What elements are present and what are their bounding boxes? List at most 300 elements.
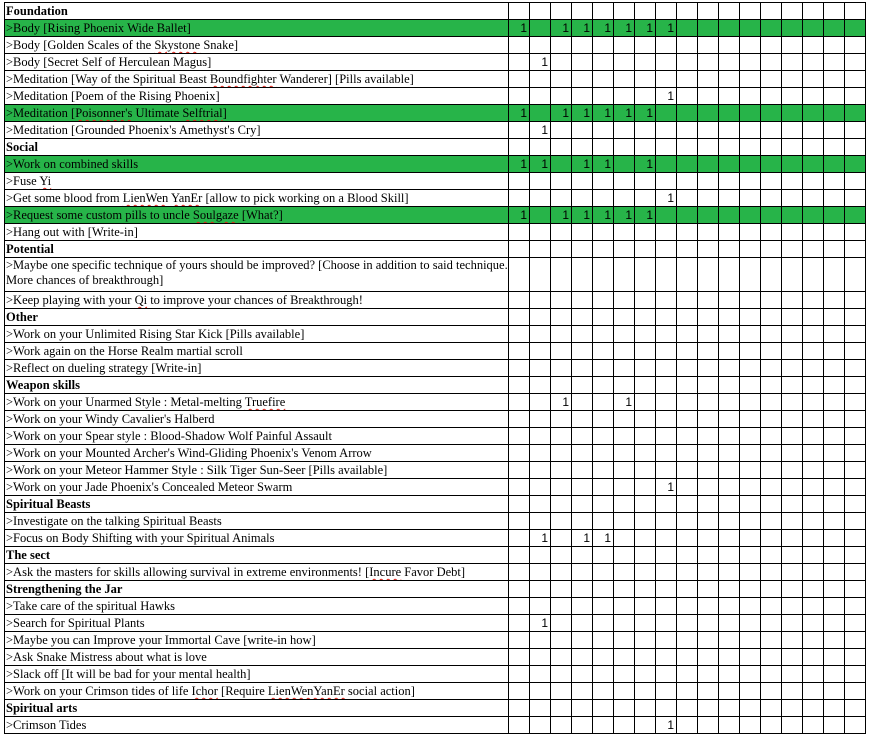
vote-cell[interactable] [509,37,530,54]
vote-cell[interactable]: 1 [635,20,656,37]
vote-cell[interactable] [551,258,572,292]
vote-cell[interactable] [614,496,635,513]
vote-cell[interactable] [635,479,656,496]
vote-cell[interactable] [572,479,593,496]
option-label-cell[interactable]: >Work on your Jade Phoenix's Concealed Meteor Swarm [5,479,509,496]
option-label-cell[interactable]: >Fuse Yi [5,173,509,190]
vote-cell[interactable] [740,224,761,241]
vote-cell[interactable] [803,258,824,292]
vote-cell[interactable] [551,139,572,156]
vote-cell[interactable] [740,3,761,20]
vote-cell[interactable] [698,156,719,173]
vote-cell[interactable] [614,156,635,173]
vote-cell[interactable] [698,615,719,632]
vote-cell[interactable]: 1 [572,207,593,224]
option-label-cell[interactable]: >Maybe one specific technique of yours should be improved? [Choose in addition to said technique. More chances of breakthrough] [5,258,509,292]
vote-cell[interactable] [530,496,551,513]
vote-cell[interactable] [614,717,635,734]
vote-cell[interactable] [740,156,761,173]
vote-cell[interactable] [782,54,803,71]
vote-cell[interactable] [635,343,656,360]
vote-cell[interactable] [530,428,551,445]
vote-cell[interactable] [740,564,761,581]
vote-cell[interactable] [740,479,761,496]
vote-cell[interactable] [677,564,698,581]
vote-cell[interactable] [677,428,698,445]
vote-cell[interactable] [551,122,572,139]
vote-cell[interactable] [824,173,845,190]
vote-cell[interactable] [740,428,761,445]
vote-cell[interactable] [530,88,551,105]
vote-cell[interactable] [593,462,614,479]
vote-cell[interactable]: 1 [593,156,614,173]
vote-cell[interactable] [761,139,782,156]
vote-cell[interactable] [719,173,740,190]
option-label-cell[interactable]: >Body [Golden Scales of the Skystone Snake] [5,37,509,54]
vote-cell[interactable] [614,530,635,547]
vote-cell[interactable] [509,598,530,615]
vote-cell[interactable] [656,156,677,173]
vote-cell[interactable] [824,105,845,122]
vote-cell[interactable] [719,71,740,88]
section-title-cell[interactable]: Spiritual arts [5,700,509,717]
vote-cell[interactable] [635,241,656,258]
vote-cell[interactable] [698,649,719,666]
vote-cell[interactable] [509,564,530,581]
vote-cell[interactable] [761,479,782,496]
vote-cell[interactable] [698,105,719,122]
vote-cell[interactable] [740,411,761,428]
vote-cell[interactable] [677,258,698,292]
vote-cell[interactable] [593,309,614,326]
vote-cell[interactable]: 1 [593,207,614,224]
vote-cell[interactable] [740,700,761,717]
vote-cell[interactable] [530,666,551,683]
vote-cell[interactable] [677,530,698,547]
vote-cell[interactable] [803,513,824,530]
vote-cell[interactable] [719,496,740,513]
vote-cell[interactable] [614,649,635,666]
vote-cell[interactable] [824,139,845,156]
vote-cell[interactable] [614,88,635,105]
vote-cell[interactable] [740,207,761,224]
vote-cell[interactable] [782,20,803,37]
vote-cell[interactable] [845,156,866,173]
vote-cell[interactable] [719,598,740,615]
vote-cell[interactable] [845,326,866,343]
vote-cell[interactable] [635,224,656,241]
vote-cell[interactable] [509,666,530,683]
vote-cell[interactable] [677,139,698,156]
vote-cell[interactable] [593,717,614,734]
vote-cell[interactable] [698,700,719,717]
vote-cell[interactable] [698,309,719,326]
vote-cell[interactable] [677,445,698,462]
vote-cell[interactable] [740,71,761,88]
vote-cell[interactable] [530,700,551,717]
vote-cell[interactable] [551,547,572,564]
vote-cell[interactable] [698,717,719,734]
vote-cell[interactable] [824,717,845,734]
vote-cell[interactable] [656,241,677,258]
vote-cell[interactable] [803,54,824,71]
vote-cell[interactable] [824,530,845,547]
vote-cell[interactable] [656,258,677,292]
vote-cell[interactable] [572,632,593,649]
vote-cell[interactable] [761,547,782,564]
vote-cell[interactable] [719,683,740,700]
vote-cell[interactable] [593,428,614,445]
vote-cell[interactable] [824,581,845,598]
vote-cell[interactable] [530,190,551,207]
vote-cell[interactable]: 1 [656,717,677,734]
option-label-cell[interactable]: >Maybe you can Improve your Immortal Cave [write-in how] [5,632,509,649]
vote-cell[interactable] [551,71,572,88]
vote-cell[interactable] [803,105,824,122]
vote-cell[interactable] [782,411,803,428]
vote-cell[interactable] [782,190,803,207]
vote-cell[interactable] [677,683,698,700]
vote-cell[interactable] [782,700,803,717]
section-title-cell[interactable]: Foundation [5,3,509,20]
vote-cell[interactable] [761,309,782,326]
vote-cell[interactable] [656,343,677,360]
vote-cell[interactable] [824,224,845,241]
vote-cell[interactable] [572,445,593,462]
vote-cell[interactable] [530,394,551,411]
vote-cell[interactable] [824,122,845,139]
vote-cell[interactable] [656,666,677,683]
vote-cell[interactable] [719,156,740,173]
vote-cell[interactable] [845,649,866,666]
vote-cell[interactable] [761,54,782,71]
vote-cell[interactable] [572,360,593,377]
vote-cell[interactable] [824,241,845,258]
vote-cell[interactable] [635,292,656,309]
vote-cell[interactable] [656,292,677,309]
vote-cell[interactable] [782,581,803,598]
vote-cell[interactable] [530,207,551,224]
vote-cell[interactable] [635,428,656,445]
vote-cell[interactable] [530,224,551,241]
vote-cell[interactable] [635,564,656,581]
vote-cell[interactable] [572,343,593,360]
vote-cell[interactable] [509,649,530,666]
vote-cell[interactable] [761,326,782,343]
vote-cell[interactable] [593,326,614,343]
vote-cell[interactable] [614,377,635,394]
vote-cell[interactable] [698,88,719,105]
vote-cell[interactable]: 1 [530,156,551,173]
vote-cell[interactable]: 1 [593,105,614,122]
option-label-cell[interactable]: >Work on your Crimson tides of life Ichor [Require LienWenYanEr social action] [5,683,509,700]
vote-cell[interactable] [803,411,824,428]
vote-cell[interactable] [614,343,635,360]
vote-cell[interactable] [551,156,572,173]
vote-cell[interactable] [824,394,845,411]
vote-cell[interactable] [845,122,866,139]
vote-cell[interactable] [824,54,845,71]
vote-cell[interactable] [824,360,845,377]
vote-cell[interactable] [530,105,551,122]
section-title-cell[interactable]: Social [5,139,509,156]
vote-cell[interactable] [635,173,656,190]
vote-cell[interactable] [656,683,677,700]
vote-cell[interactable] [824,20,845,37]
vote-cell[interactable] [530,717,551,734]
vote-cell[interactable] [677,122,698,139]
vote-cell[interactable] [761,581,782,598]
vote-cell[interactable] [635,496,656,513]
vote-cell[interactable] [551,581,572,598]
vote-cell[interactable] [614,309,635,326]
vote-cell[interactable] [803,649,824,666]
vote-cell[interactable] [803,683,824,700]
vote-cell[interactable] [782,717,803,734]
vote-cell[interactable] [572,598,593,615]
vote-cell[interactable] [593,241,614,258]
vote-cell[interactable] [719,377,740,394]
vote-cell[interactable] [635,411,656,428]
vote-cell[interactable] [530,445,551,462]
vote-cell[interactable] [677,241,698,258]
vote-cell[interactable]: 1 [509,20,530,37]
vote-cell[interactable]: 1 [614,105,635,122]
vote-cell[interactable] [761,207,782,224]
vote-cell[interactable]: 1 [656,88,677,105]
vote-cell[interactable] [782,462,803,479]
vote-cell[interactable] [551,190,572,207]
vote-cell[interactable] [530,71,551,88]
vote-cell[interactable] [635,598,656,615]
vote-cell[interactable] [635,37,656,54]
vote-cell[interactable] [572,309,593,326]
vote-cell[interactable] [635,445,656,462]
vote-cell[interactable] [782,224,803,241]
vote-cell[interactable] [782,564,803,581]
vote-cell[interactable] [845,190,866,207]
vote-cell[interactable] [782,37,803,54]
option-label-cell[interactable]: >Work on your Meteor Hammer Style : Silk Tiger Sun-Seer [Pills available] [5,462,509,479]
vote-cell[interactable] [824,649,845,666]
vote-cell[interactable] [761,156,782,173]
vote-cell[interactable] [782,428,803,445]
vote-cell[interactable] [593,615,614,632]
vote-cell[interactable] [782,445,803,462]
vote-cell[interactable] [740,54,761,71]
vote-cell[interactable] [677,292,698,309]
vote-cell[interactable] [551,700,572,717]
vote-cell[interactable] [740,649,761,666]
vote-cell[interactable] [740,615,761,632]
vote-cell[interactable] [782,666,803,683]
vote-cell[interactable] [719,445,740,462]
vote-cell[interactable] [551,462,572,479]
vote-cell[interactable] [845,598,866,615]
vote-cell[interactable] [614,139,635,156]
vote-cell[interactable] [614,71,635,88]
vote-cell[interactable]: 1 [551,20,572,37]
vote-cell[interactable] [824,411,845,428]
option-label-cell[interactable]: >Hang out with [Write-in] [5,224,509,241]
vote-cell[interactable] [551,615,572,632]
vote-cell[interactable] [782,649,803,666]
option-label-cell[interactable]: >Work on your Windy Cavalier's Halberd [5,411,509,428]
vote-cell[interactable] [635,139,656,156]
vote-cell[interactable] [572,581,593,598]
vote-cell[interactable] [551,479,572,496]
vote-cell[interactable] [761,190,782,207]
vote-cell[interactable] [677,343,698,360]
vote-cell[interactable] [677,462,698,479]
vote-cell[interactable] [593,411,614,428]
vote-cell[interactable] [614,173,635,190]
vote-cell[interactable] [677,326,698,343]
vote-cell[interactable] [530,513,551,530]
vote-cell[interactable] [656,105,677,122]
vote-cell[interactable] [803,292,824,309]
vote-cell[interactable] [551,37,572,54]
vote-cell[interactable] [551,564,572,581]
vote-cell[interactable] [635,581,656,598]
vote-cell[interactable] [698,445,719,462]
vote-cell[interactable] [845,173,866,190]
vote-cell[interactable] [593,37,614,54]
vote-cell[interactable]: 1 [593,20,614,37]
vote-cell[interactable] [803,717,824,734]
vote-cell[interactable] [719,394,740,411]
vote-cell[interactable]: 1 [551,394,572,411]
vote-cell[interactable] [803,343,824,360]
vote-cell[interactable] [509,615,530,632]
vote-cell[interactable] [677,632,698,649]
vote-cell[interactable] [698,666,719,683]
vote-cell[interactable] [719,360,740,377]
vote-cell[interactable] [635,683,656,700]
vote-cell[interactable] [551,530,572,547]
vote-cell[interactable] [719,258,740,292]
vote-cell[interactable] [761,292,782,309]
vote-cell[interactable] [824,496,845,513]
vote-cell[interactable] [845,717,866,734]
vote-cell[interactable] [719,615,740,632]
vote-cell[interactable] [572,71,593,88]
vote-cell[interactable] [677,598,698,615]
vote-cell[interactable] [719,479,740,496]
vote-cell[interactable] [509,377,530,394]
vote-cell[interactable] [824,88,845,105]
vote-cell[interactable] [677,309,698,326]
vote-cell[interactable] [740,241,761,258]
vote-cell[interactable] [593,54,614,71]
vote-cell[interactable] [635,547,656,564]
vote-cell[interactable] [698,20,719,37]
vote-cell[interactable] [572,462,593,479]
vote-cell[interactable] [782,71,803,88]
vote-cell[interactable] [698,598,719,615]
vote-cell[interactable] [803,360,824,377]
vote-cell[interactable]: 1 [614,394,635,411]
vote-cell[interactable] [509,88,530,105]
vote-cell[interactable] [782,683,803,700]
vote-cell[interactable] [614,190,635,207]
vote-cell[interactable] [509,513,530,530]
vote-cell[interactable] [698,564,719,581]
vote-cell[interactable] [845,479,866,496]
vote-cell[interactable] [572,139,593,156]
vote-cell[interactable] [593,479,614,496]
vote-cell[interactable] [719,37,740,54]
vote-cell[interactable] [740,343,761,360]
vote-cell[interactable] [530,241,551,258]
vote-cell[interactable] [656,632,677,649]
vote-cell[interactable] [782,156,803,173]
vote-cell[interactable] [698,71,719,88]
vote-cell[interactable] [677,513,698,530]
vote-cell[interactable] [782,139,803,156]
vote-cell[interactable]: 1 [530,530,551,547]
vote-cell[interactable] [719,224,740,241]
vote-cell[interactable] [656,309,677,326]
vote-cell[interactable] [761,649,782,666]
vote-cell[interactable] [761,666,782,683]
vote-cell[interactable] [656,615,677,632]
vote-cell[interactable] [572,88,593,105]
vote-cell[interactable] [572,241,593,258]
vote-cell[interactable] [677,54,698,71]
option-label-cell[interactable]: >Ask the masters for skills allowing survival in extreme environments! [Incure Favor Debt] [5,564,509,581]
vote-cell[interactable] [719,717,740,734]
vote-cell[interactable] [824,700,845,717]
vote-cell[interactable] [782,309,803,326]
option-label-cell[interactable]: >Crimson Tides [5,717,509,734]
vote-cell[interactable] [698,3,719,20]
vote-cell[interactable] [530,292,551,309]
vote-cell[interactable] [509,258,530,292]
vote-cell[interactable] [593,122,614,139]
vote-cell[interactable] [530,598,551,615]
vote-cell[interactable] [572,547,593,564]
vote-cell[interactable] [656,598,677,615]
vote-cell[interactable] [530,326,551,343]
vote-cell[interactable] [677,37,698,54]
vote-cell[interactable] [530,139,551,156]
vote-cell[interactable] [740,360,761,377]
vote-cell[interactable] [824,156,845,173]
vote-cell[interactable] [614,411,635,428]
vote-cell[interactable] [803,462,824,479]
vote-cell[interactable] [845,394,866,411]
vote-cell[interactable] [845,530,866,547]
vote-cell[interactable] [845,462,866,479]
vote-cell[interactable] [719,581,740,598]
vote-cell[interactable] [824,37,845,54]
vote-cell[interactable] [635,530,656,547]
vote-cell[interactable] [740,139,761,156]
vote-cell[interactable] [509,292,530,309]
vote-cell[interactable] [572,564,593,581]
vote-cell[interactable] [803,326,824,343]
vote-cell[interactable] [698,54,719,71]
vote-cell[interactable] [656,3,677,20]
vote-cell[interactable] [593,547,614,564]
vote-cell[interactable] [572,292,593,309]
vote-cell[interactable] [845,224,866,241]
vote-cell[interactable] [593,190,614,207]
vote-cell[interactable] [761,343,782,360]
vote-cell[interactable] [572,190,593,207]
vote-cell[interactable] [782,360,803,377]
